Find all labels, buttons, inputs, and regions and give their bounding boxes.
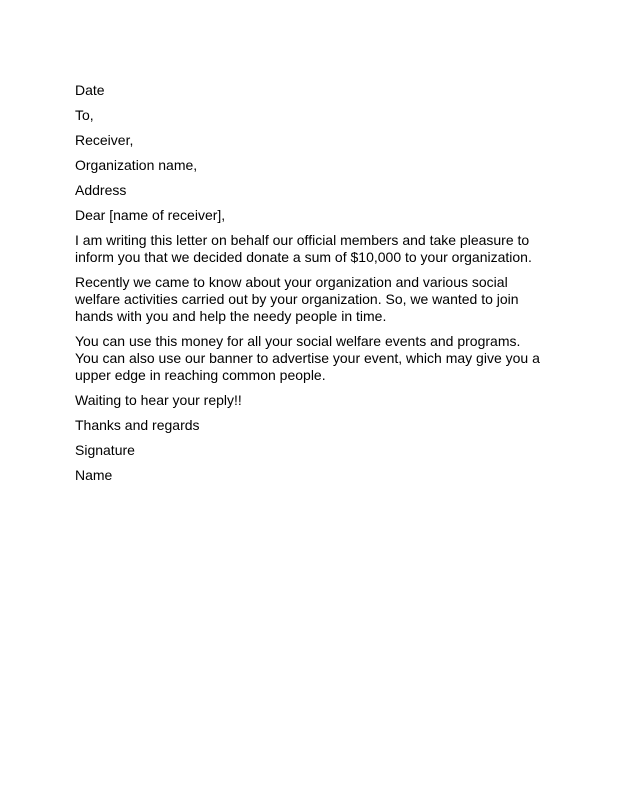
receiver-line: Receiver, [75,132,134,148]
signature-line: Signature [75,442,135,458]
organization-line: Organization name, [75,157,198,173]
paragraph-background [75,274,575,325]
to-line: To, [75,107,94,123]
address-line: Address [75,182,127,198]
paragraph-line: hands with you and help the needy people in time. [75,308,387,324]
paragraph-line: welfare activities carried out by your organization. So, we wanted to join [75,291,519,307]
paragraph-donation [75,232,575,266]
date-line: Date [75,82,105,98]
salutation-line: Dear [name of receiver], [75,207,226,223]
paragraph-line: upper edge in reaching common people. [75,367,326,383]
paragraph-usage [75,333,575,384]
letter-body [75,82,575,492]
paragraph-line: You can use this money for all your social welfare events and programs. [75,333,521,349]
name-line: Name [75,467,113,483]
paragraph-line: You can also use our banner to advertise your event, which may give you a [75,350,540,366]
paragraph-line: inform you that we decided donate a sum of $10,000 to your organization. [75,249,532,265]
closing-line: Thanks and regards [75,417,200,433]
paragraph-line: I am writing this letter on behalf our official members and take pleasure to [75,232,530,248]
closing-note-line: Waiting to hear your reply!! [75,392,242,408]
paragraph-line: Recently we came to know about your organization and various social [75,274,508,290]
